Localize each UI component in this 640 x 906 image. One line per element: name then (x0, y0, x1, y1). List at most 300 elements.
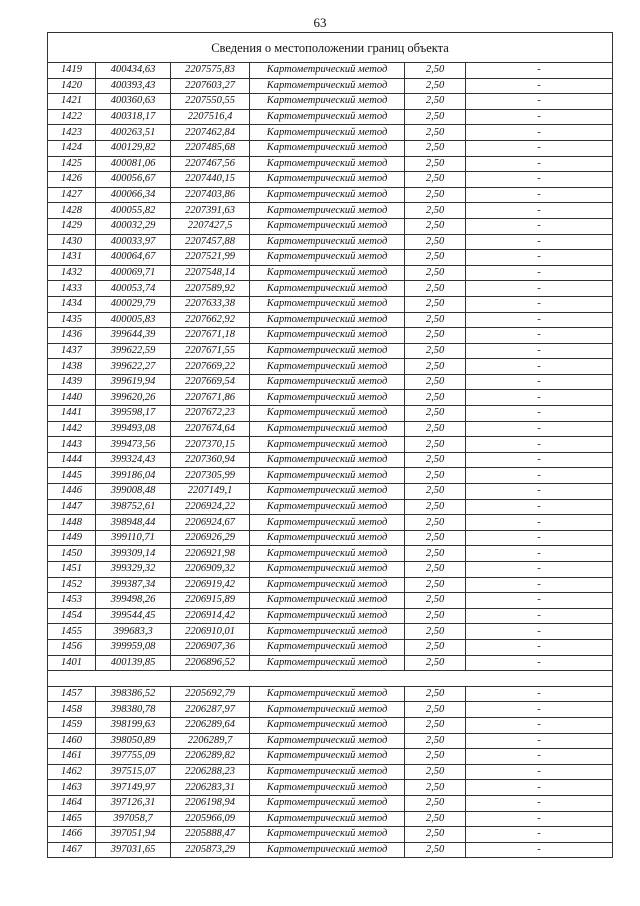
y-coordinate-cell: 2207391,63 (171, 203, 250, 219)
y-coordinate-cell: 2207671,18 (171, 328, 250, 344)
point-number-cell: 1463 (48, 780, 96, 796)
method-cell: Картометрический метод (250, 296, 405, 312)
x-coordinate-cell: 400263,51 (96, 125, 171, 141)
method-cell: Картометрический метод (250, 827, 405, 843)
table-row (48, 172, 613, 188)
description-cell: - (466, 406, 613, 422)
method-cell: Картометрический метод (250, 421, 405, 437)
point-number-cell: 1462 (48, 764, 96, 780)
point-number-cell: 1446 (48, 484, 96, 500)
description-cell: - (466, 452, 613, 468)
table-title: Сведения о местоположении границ объекта (48, 33, 613, 63)
x-coordinate-cell: 399324,43 (96, 452, 171, 468)
y-coordinate-cell: 2206198,94 (171, 795, 250, 811)
method-cell: Картометрический метод (250, 63, 405, 79)
accuracy-cell: 2,50 (405, 250, 466, 266)
point-number-cell: 1442 (48, 421, 96, 437)
table-row (48, 390, 613, 406)
y-coordinate-cell: 2207550,55 (171, 94, 250, 110)
x-coordinate-cell: 400129,82 (96, 140, 171, 156)
method-cell: Картометрический метод (250, 250, 405, 266)
method-cell: Картометрический метод (250, 655, 405, 671)
table-row (48, 593, 613, 609)
point-number-cell: 1423 (48, 125, 96, 141)
description-cell: - (466, 374, 613, 390)
description-cell: - (466, 281, 613, 297)
table-row (48, 140, 613, 156)
description-cell: - (466, 203, 613, 219)
x-coordinate-cell: 400033,97 (96, 234, 171, 250)
point-number-cell: 1438 (48, 359, 96, 375)
table-row (48, 203, 613, 219)
table-row (48, 156, 613, 172)
method-cell: Картометрический метод (250, 577, 405, 593)
point-number-cell: 1433 (48, 281, 96, 297)
y-coordinate-cell: 2207457,88 (171, 234, 250, 250)
point-number-cell: 1424 (48, 140, 96, 156)
description-cell: - (466, 639, 613, 655)
accuracy-cell: 2,50 (405, 63, 466, 79)
description-cell: - (466, 296, 613, 312)
separator-cell (48, 671, 613, 687)
point-number-cell: 1430 (48, 234, 96, 250)
method-cell: Картометрический метод (250, 187, 405, 203)
point-number-cell: 1457 (48, 686, 96, 702)
method-cell: Картометрический метод (250, 140, 405, 156)
y-coordinate-cell: 2205888,47 (171, 827, 250, 843)
method-cell: Картометрический метод (250, 265, 405, 281)
point-number-cell: 1454 (48, 608, 96, 624)
point-number-cell: 1441 (48, 406, 96, 422)
table-row (48, 343, 613, 359)
x-coordinate-cell: 398380,78 (96, 702, 171, 718)
accuracy-cell: 2,50 (405, 203, 466, 219)
point-number-cell: 1449 (48, 530, 96, 546)
accuracy-cell: 2,50 (405, 94, 466, 110)
accuracy-cell: 2,50 (405, 639, 466, 655)
method-cell: Картометрический метод (250, 125, 405, 141)
accuracy-cell: 2,50 (405, 764, 466, 780)
point-number-cell: 1464 (48, 795, 96, 811)
description-cell: - (466, 437, 613, 453)
y-coordinate-cell: 2207672,23 (171, 406, 250, 422)
table-row (48, 842, 613, 858)
point-number-cell: 1461 (48, 749, 96, 765)
description-cell: - (466, 499, 613, 515)
accuracy-cell: 2,50 (405, 78, 466, 94)
description-cell: - (466, 265, 613, 281)
table-row (48, 546, 613, 562)
description-cell: - (466, 468, 613, 484)
method-cell: Картометрический метод (250, 281, 405, 297)
y-coordinate-cell: 2206289,82 (171, 749, 250, 765)
accuracy-cell: 2,50 (405, 218, 466, 234)
accuracy-cell: 2,50 (405, 686, 466, 702)
table-row (48, 655, 613, 671)
point-number-cell: 1426 (48, 172, 96, 188)
accuracy-cell: 2,50 (405, 359, 466, 375)
method-cell: Картометрический метод (250, 546, 405, 562)
accuracy-cell: 2,50 (405, 546, 466, 562)
y-coordinate-cell: 2207485,68 (171, 140, 250, 156)
method-cell: Картометрический метод (250, 374, 405, 390)
description-cell: - (466, 515, 613, 531)
x-coordinate-cell: 399387,34 (96, 577, 171, 593)
method-cell: Картометрический метод (250, 406, 405, 422)
table-row (48, 468, 613, 484)
accuracy-cell: 2,50 (405, 655, 466, 671)
point-number-cell: 1453 (48, 593, 96, 609)
accuracy-cell: 2,50 (405, 187, 466, 203)
point-number-cell: 1434 (48, 296, 96, 312)
x-coordinate-cell: 398948,44 (96, 515, 171, 531)
accuracy-cell: 2,50 (405, 374, 466, 390)
accuracy-cell: 2,50 (405, 452, 466, 468)
description-cell: - (466, 234, 613, 250)
y-coordinate-cell: 2207360,94 (171, 452, 250, 468)
y-coordinate-cell: 2206283,31 (171, 780, 250, 796)
point-number-cell: 1431 (48, 250, 96, 266)
table-row (48, 639, 613, 655)
description-cell: - (466, 811, 613, 827)
y-coordinate-cell: 2207603,27 (171, 78, 250, 94)
method-cell: Картометрический метод (250, 452, 405, 468)
description-cell: - (466, 125, 613, 141)
accuracy-cell: 2,50 (405, 328, 466, 344)
table-row (48, 187, 613, 203)
method-cell: Картометрический метод (250, 234, 405, 250)
x-coordinate-cell: 399620,26 (96, 390, 171, 406)
accuracy-cell: 2,50 (405, 140, 466, 156)
description-cell: - (466, 546, 613, 562)
table-row (48, 281, 613, 297)
point-number-cell: 1440 (48, 390, 96, 406)
y-coordinate-cell: 2207305,99 (171, 468, 250, 484)
x-coordinate-cell: 397515,07 (96, 764, 171, 780)
accuracy-cell: 2,50 (405, 281, 466, 297)
y-coordinate-cell: 2206288,23 (171, 764, 250, 780)
description-cell: - (466, 827, 613, 843)
accuracy-cell: 2,50 (405, 125, 466, 141)
table-row (48, 218, 613, 234)
y-coordinate-cell: 2207671,86 (171, 390, 250, 406)
y-coordinate-cell: 2206919,42 (171, 577, 250, 593)
accuracy-cell: 2,50 (405, 437, 466, 453)
accuracy-cell: 2,50 (405, 296, 466, 312)
y-coordinate-cell: 2207427,5 (171, 218, 250, 234)
x-coordinate-cell: 397126,31 (96, 795, 171, 811)
method-cell: Картометрический метод (250, 328, 405, 344)
table-title-row (48, 33, 613, 63)
method-cell: Картометрический метод (250, 593, 405, 609)
coordinates-table (47, 32, 613, 858)
x-coordinate-cell: 400005,83 (96, 312, 171, 328)
y-coordinate-cell: 2207674,64 (171, 421, 250, 437)
method-cell: Картометрический метод (250, 94, 405, 110)
point-number-cell: 1401 (48, 655, 96, 671)
point-number-cell: 1451 (48, 562, 96, 578)
y-coordinate-cell: 2207521,99 (171, 250, 250, 266)
table-row (48, 811, 613, 827)
y-coordinate-cell: 2207575,83 (171, 63, 250, 79)
x-coordinate-cell: 398199,63 (96, 717, 171, 733)
y-coordinate-cell: 2205873,29 (171, 842, 250, 858)
x-coordinate-cell: 399498,26 (96, 593, 171, 609)
point-number-cell: 1429 (48, 218, 96, 234)
table-row (48, 109, 613, 125)
method-cell: Картометрический метод (250, 499, 405, 515)
table-row (48, 406, 613, 422)
table-row (48, 78, 613, 94)
description-cell: - (466, 63, 613, 79)
accuracy-cell: 2,50 (405, 780, 466, 796)
accuracy-cell: 2,50 (405, 733, 466, 749)
method-cell: Картометрический метод (250, 312, 405, 328)
description-cell: - (466, 312, 613, 328)
x-coordinate-cell: 398752,61 (96, 499, 171, 515)
y-coordinate-cell: 2207440,15 (171, 172, 250, 188)
y-coordinate-cell: 2207633,38 (171, 296, 250, 312)
method-cell: Картометрический метод (250, 343, 405, 359)
accuracy-cell: 2,50 (405, 156, 466, 172)
point-number-cell: 1450 (48, 546, 96, 562)
x-coordinate-cell: 400029,79 (96, 296, 171, 312)
point-number-cell: 1420 (48, 78, 96, 94)
x-coordinate-cell: 397058,7 (96, 811, 171, 827)
table-row (48, 608, 613, 624)
method-cell: Картометрический метод (250, 218, 405, 234)
accuracy-cell: 2,50 (405, 234, 466, 250)
point-number-cell: 1419 (48, 63, 96, 79)
description-cell: - (466, 733, 613, 749)
y-coordinate-cell: 2206914,42 (171, 608, 250, 624)
table-row (48, 764, 613, 780)
y-coordinate-cell: 2206915,89 (171, 593, 250, 609)
x-coordinate-cell: 399493,08 (96, 421, 171, 437)
description-cell: - (466, 94, 613, 110)
point-number-cell: 1427 (48, 187, 96, 203)
section-separator-row (48, 671, 613, 687)
method-cell: Картометрический метод (250, 515, 405, 531)
description-cell: - (466, 702, 613, 718)
x-coordinate-cell: 400032,29 (96, 218, 171, 234)
description-cell: - (466, 109, 613, 125)
description-cell: - (466, 530, 613, 546)
accuracy-cell: 2,50 (405, 109, 466, 125)
accuracy-cell: 2,50 (405, 795, 466, 811)
accuracy-cell: 2,50 (405, 827, 466, 843)
y-coordinate-cell: 2206910,01 (171, 624, 250, 640)
description-cell: - (466, 624, 613, 640)
point-number-cell: 1445 (48, 468, 96, 484)
point-number-cell: 1452 (48, 577, 96, 593)
point-number-cell: 1422 (48, 109, 96, 125)
point-number-cell: 1443 (48, 437, 96, 453)
description-cell: - (466, 328, 613, 344)
x-coordinate-cell: 399622,27 (96, 359, 171, 375)
y-coordinate-cell: 2207671,55 (171, 343, 250, 359)
method-cell: Картометрический метод (250, 749, 405, 765)
x-coordinate-cell: 399186,04 (96, 468, 171, 484)
method-cell: Картометрический метод (250, 842, 405, 858)
x-coordinate-cell: 399309,14 (96, 546, 171, 562)
accuracy-cell: 2,50 (405, 406, 466, 422)
description-cell: - (466, 764, 613, 780)
y-coordinate-cell: 2206289,64 (171, 717, 250, 733)
table-row (48, 63, 613, 79)
description-cell: - (466, 218, 613, 234)
description-cell: - (466, 562, 613, 578)
description-cell: - (466, 686, 613, 702)
point-number-cell: 1435 (48, 312, 96, 328)
y-coordinate-cell: 2206907,36 (171, 639, 250, 655)
method-cell: Картометрический метод (250, 109, 405, 125)
point-number-cell: 1459 (48, 717, 96, 733)
table-row (48, 328, 613, 344)
method-cell: Картометрический метод (250, 203, 405, 219)
x-coordinate-cell: 400056,67 (96, 172, 171, 188)
description-cell: - (466, 780, 613, 796)
point-number-cell: 1437 (48, 343, 96, 359)
method-cell: Картометрический метод (250, 78, 405, 94)
table-row (48, 125, 613, 141)
table-row (48, 359, 613, 375)
y-coordinate-cell: 2206926,29 (171, 530, 250, 546)
description-cell: - (466, 359, 613, 375)
x-coordinate-cell: 397149,97 (96, 780, 171, 796)
description-cell: - (466, 577, 613, 593)
accuracy-cell: 2,50 (405, 702, 466, 718)
accuracy-cell: 2,50 (405, 343, 466, 359)
method-cell: Картометрический метод (250, 562, 405, 578)
method-cell: Картометрический метод (250, 608, 405, 624)
x-coordinate-cell: 399683,3 (96, 624, 171, 640)
table-row (48, 312, 613, 328)
table-row (48, 577, 613, 593)
method-cell: Картометрический метод (250, 172, 405, 188)
y-coordinate-cell: 2207149,1 (171, 484, 250, 500)
table-row (48, 499, 613, 515)
table-row (48, 717, 613, 733)
page-number: 63 (313, 15, 327, 30)
point-number-cell: 1447 (48, 499, 96, 515)
description-cell: - (466, 421, 613, 437)
method-cell: Картометрический метод (250, 624, 405, 640)
description-cell: - (466, 250, 613, 266)
x-coordinate-cell: 399598,17 (96, 406, 171, 422)
description-cell: - (466, 655, 613, 671)
x-coordinate-cell: 400055,82 (96, 203, 171, 219)
x-coordinate-cell: 400069,71 (96, 265, 171, 281)
point-number-cell: 1436 (48, 328, 96, 344)
y-coordinate-cell: 2207370,15 (171, 437, 250, 453)
accuracy-cell: 2,50 (405, 530, 466, 546)
table-row (48, 265, 613, 281)
y-coordinate-cell: 2207516,4 (171, 109, 250, 125)
x-coordinate-cell: 400066,34 (96, 187, 171, 203)
accuracy-cell: 2,50 (405, 717, 466, 733)
x-coordinate-cell: 399644,39 (96, 328, 171, 344)
y-coordinate-cell: 2206909,32 (171, 562, 250, 578)
table-row (48, 624, 613, 640)
accuracy-cell: 2,50 (405, 624, 466, 640)
point-number-cell: 1439 (48, 374, 96, 390)
description-cell: - (466, 484, 613, 500)
x-coordinate-cell: 400139,85 (96, 655, 171, 671)
y-coordinate-cell: 2207589,92 (171, 281, 250, 297)
y-coordinate-cell: 2207548,14 (171, 265, 250, 281)
accuracy-cell: 2,50 (405, 499, 466, 515)
table-row (48, 749, 613, 765)
accuracy-cell: 2,50 (405, 312, 466, 328)
x-coordinate-cell: 397051,94 (96, 827, 171, 843)
method-cell: Картометрический метод (250, 686, 405, 702)
accuracy-cell: 2,50 (405, 390, 466, 406)
table-row (48, 733, 613, 749)
description-cell: - (466, 172, 613, 188)
table-row (48, 296, 613, 312)
x-coordinate-cell: 400081,06 (96, 156, 171, 172)
table-row (48, 437, 613, 453)
table-row (48, 780, 613, 796)
method-cell: Картометрический метод (250, 795, 405, 811)
description-cell: - (466, 78, 613, 94)
accuracy-cell: 2,50 (405, 577, 466, 593)
x-coordinate-cell: 398386,52 (96, 686, 171, 702)
accuracy-cell: 2,50 (405, 608, 466, 624)
table-row (48, 421, 613, 437)
y-coordinate-cell: 2207669,54 (171, 374, 250, 390)
method-cell: Картометрический метод (250, 156, 405, 172)
accuracy-cell: 2,50 (405, 842, 466, 858)
method-cell: Картометрический метод (250, 780, 405, 796)
table-row (48, 702, 613, 718)
description-cell: - (466, 717, 613, 733)
description-cell: - (466, 795, 613, 811)
accuracy-cell: 2,50 (405, 593, 466, 609)
method-cell: Картометрический метод (250, 811, 405, 827)
x-coordinate-cell: 399008,48 (96, 484, 171, 500)
description-cell: - (466, 390, 613, 406)
point-number-cell: 1455 (48, 624, 96, 640)
point-number-cell: 1467 (48, 842, 96, 858)
method-cell: Картометрический метод (250, 764, 405, 780)
point-number-cell: 1432 (48, 265, 96, 281)
method-cell: Картометрический метод (250, 702, 405, 718)
x-coordinate-cell: 400318,17 (96, 109, 171, 125)
method-cell: Картометрический метод (250, 484, 405, 500)
x-coordinate-cell: 400434,63 (96, 63, 171, 79)
accuracy-cell: 2,50 (405, 515, 466, 531)
y-coordinate-cell: 2206921,98 (171, 546, 250, 562)
point-number-cell: 1465 (48, 811, 96, 827)
x-coordinate-cell: 400360,63 (96, 94, 171, 110)
table-row (48, 795, 613, 811)
accuracy-cell: 2,50 (405, 562, 466, 578)
method-cell: Картометрический метод (250, 639, 405, 655)
x-coordinate-cell: 397755,09 (96, 749, 171, 765)
table-row (48, 686, 613, 702)
y-coordinate-cell: 2207662,92 (171, 312, 250, 328)
method-cell: Картометрический метод (250, 717, 405, 733)
description-cell: - (466, 608, 613, 624)
x-coordinate-cell: 400393,43 (96, 78, 171, 94)
x-coordinate-cell: 399329,32 (96, 562, 171, 578)
table-row (48, 530, 613, 546)
y-coordinate-cell: 2207403,86 (171, 187, 250, 203)
description-cell: - (466, 749, 613, 765)
x-coordinate-cell: 400053,74 (96, 281, 171, 297)
